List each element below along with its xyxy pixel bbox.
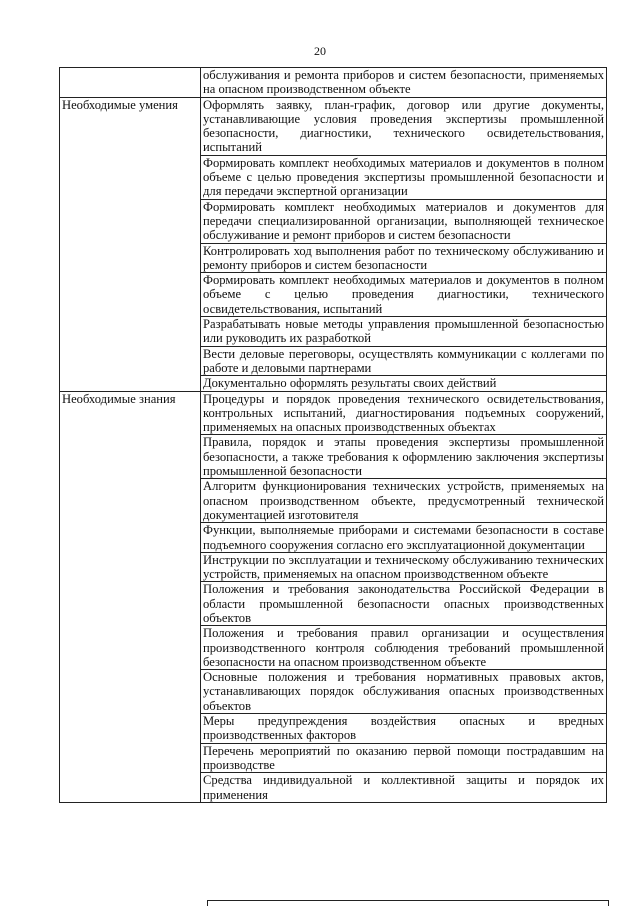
table-continuation-edge (207, 900, 609, 906)
skill-item: Оформлять заявку, план-график, договор или другие документы, устанавливающие условия проведения экспертизы промышленной безопасности, диагностики, технического освидетельствования, испытаний (201, 97, 607, 155)
row-text: обслуживания и ремонта приборов и систем безопасности, применяемых на опасном производственном объекте (201, 68, 607, 98)
table-row (60, 68, 607, 98)
skill-item: Документально оформлять результаты своих действий (201, 376, 607, 391)
page-number: 20 (314, 44, 326, 58)
skill-item: Вести деловые переговоры, осуществлять коммуникации с коллегами по работе и деловыми партнерами (201, 346, 607, 376)
table-row (60, 391, 607, 435)
knowledge-item: Процедуры и порядок проведения технического освидетельствования, контрольных испытаний, диагностирования подъемных сооружений, применяемых на опасных производственных объектах (201, 391, 607, 435)
knowledge-item: Средства индивидуальной и коллективной защиты и порядок их применения (201, 773, 607, 803)
row-label (60, 68, 201, 98)
section-label-skills: Необходимые умения (60, 97, 201, 391)
knowledge-item: Алгоритм функционирования технических устройств, применяемых на опасном производственном объекте, предусмотренный технической документацией изготовителя (201, 479, 607, 523)
knowledge-item: Положения и требования правил организации и осуществления производственного контроля соблюдения требований промышленной безопасности на опасном производственном объекте (201, 626, 607, 670)
knowledge-item: Инструкции по эксплуатации и техническому обслуживанию технических устройств, применяемых на опасном производственном объекте (201, 552, 607, 582)
skill-item: Формировать комплект необходимых материалов и документов в полном объеме с целью проведения диагностики, технического освидетельствования, испытаний (201, 273, 607, 317)
skill-item: Формировать комплект необходимых материалов и документов в полном объеме с целью проведения экспертизы промышленной безопасности и для передачи экспертной организации (201, 155, 607, 199)
knowledge-item: Основные положения и требования нормативных правовых актов, устанавливающих порядок обслуживания опасных производственных объектов (201, 670, 607, 714)
knowledge-item: Перечень мероприятий по оказанию первой помощи пострадавшим на производстве (201, 743, 607, 773)
section-label-knowledge: Необходимые знания (60, 391, 201, 802)
skill-item: Контролировать ход выполнения работ по техническому обслуживанию и ремонту приборов и систем безопасности (201, 243, 607, 273)
skill-item: Формировать комплект необходимых материалов и документов для передачи специализированной организации, выполняющей техническое обслуживание и ремонт приборов и систем безопасности (201, 199, 607, 243)
requirements-table (59, 67, 607, 803)
skill-item: Разрабатывать новые методы управления промышленной безопасностью или руководить их разработкой (201, 317, 607, 347)
knowledge-item: Правила, порядок и этапы проведения экспертизы промышленной безопасности, а также требования к оформлению заключения экспертизы промышленной безопасности (201, 435, 607, 479)
knowledge-item: Меры предупреждения воздействия опасных и вредных производственных факторов (201, 714, 607, 744)
table-row (60, 97, 607, 155)
knowledge-item: Положения и требования законодательства Российской Федерации в области промышленной безопасности опасных производственных объектов (201, 582, 607, 626)
knowledge-item: Функции, выполняемые приборами и системами безопасности в составе подъемного сооружения согласно его эксплуатационной документации (201, 523, 607, 553)
